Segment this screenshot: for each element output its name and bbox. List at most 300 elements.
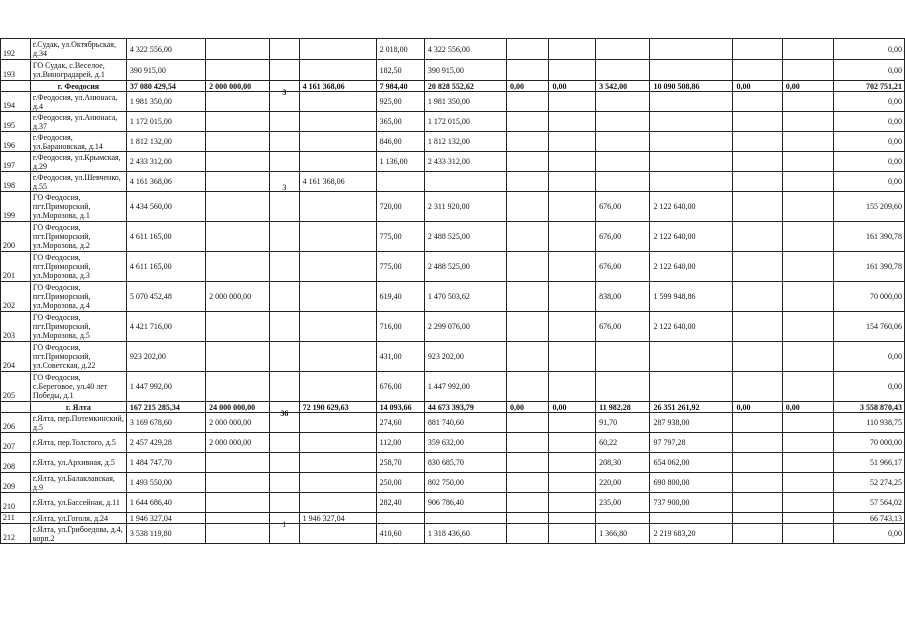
value-cell-c14 xyxy=(782,453,833,473)
value-cell-c15: 0,00 xyxy=(833,60,904,81)
value-cell-c8: 1 172 015,00 xyxy=(424,112,506,132)
value-cell-c9 xyxy=(507,39,549,60)
value-cell-c7: 365,00 xyxy=(376,112,424,132)
value-cell-c10 xyxy=(549,172,596,192)
value-cell-c13 xyxy=(733,312,782,342)
value-cell-c5 xyxy=(270,282,299,312)
value-cell-c7: 925,00 xyxy=(376,92,424,112)
value-cell-c9 xyxy=(507,413,549,433)
value-cell-c3: 4 434 560,00 xyxy=(126,192,205,222)
value-cell-c9 xyxy=(507,342,549,372)
row-number-cell: 206 xyxy=(1,413,31,433)
value-cell-c3: 4 421 716,00 xyxy=(126,312,205,342)
value-cell-c11 xyxy=(596,132,650,152)
value-cell-c10 xyxy=(549,513,596,524)
value-cell-c8: 2 299 076,00 xyxy=(424,312,506,342)
value-cell-c14 xyxy=(782,172,833,192)
count-value: 3 xyxy=(282,183,287,192)
value-cell-c9 xyxy=(507,152,549,172)
value-cell-c11 xyxy=(596,39,650,60)
value-cell-c3: 1 493 550,00 xyxy=(126,473,205,493)
value-cell-c10 xyxy=(549,60,596,81)
value-cell-c3: 3 169 678,60 xyxy=(126,413,205,433)
value-cell-c11: 11 982,28 xyxy=(596,402,650,413)
value-cell-c11: 838,00 xyxy=(596,282,650,312)
value-cell-c14 xyxy=(782,312,833,342)
row-number-cell: 192 xyxy=(1,39,31,60)
value-cell-c5 xyxy=(270,81,299,97)
table-row xyxy=(1,172,905,192)
value-cell-c15: 0,00 xyxy=(833,172,904,192)
value-cell-c6 xyxy=(299,152,376,172)
value-cell-c11: 60,22 xyxy=(596,433,650,453)
value-cell-c10 xyxy=(549,192,596,222)
value-cell-c6: 4 161 368,06 xyxy=(299,81,376,92)
value-cell-c15: 154 760,06 xyxy=(833,312,904,342)
value-cell-c15: 0,00 xyxy=(833,92,904,112)
value-cell-c15: 110 938,75 xyxy=(833,413,904,433)
value-cell-c12: 287 938,00 xyxy=(650,413,733,433)
value-cell-c6 xyxy=(299,473,376,493)
value-cell-c12 xyxy=(650,342,733,372)
value-cell-c15: 0,00 xyxy=(833,372,904,402)
value-cell-c3: 1 447 992,00 xyxy=(126,372,205,402)
value-cell-c4 xyxy=(206,192,270,222)
value-cell-c3: 4 611 165,00 xyxy=(126,252,205,282)
value-cell-c4 xyxy=(206,60,270,81)
value-cell-c7: 716,00 xyxy=(376,312,424,342)
value-cell-c10 xyxy=(549,132,596,152)
row-number-cell: 195 xyxy=(1,112,31,132)
value-cell-c12: 2 122 640,00 xyxy=(650,192,733,222)
value-cell-c4: 2 000 000,00 xyxy=(206,81,270,92)
value-cell-c12: 2 122 640,00 xyxy=(650,252,733,282)
value-cell-c11: 676,00 xyxy=(596,222,650,252)
address-cell: г.Ялта, ул.Гоголя, д.24 xyxy=(30,513,126,524)
value-cell-c3: 390 915,00 xyxy=(126,60,205,81)
value-cell-c6: 72 190 629,63 xyxy=(299,402,376,413)
value-cell-c4 xyxy=(206,473,270,493)
value-cell-c7: 431,00 xyxy=(376,342,424,372)
value-cell-c9: 0,00 xyxy=(507,81,549,92)
value-cell-c5 xyxy=(270,172,299,192)
value-cell-c14: 0,00 xyxy=(782,402,833,413)
value-cell-c3: 1 981 350,00 xyxy=(126,92,205,112)
value-cell-c4: 24 000 000,00 xyxy=(206,402,270,413)
address-cell: г.Ялта, ул.Архивная, д.5 xyxy=(30,453,126,473)
count-value: 3 xyxy=(282,87,287,97)
value-cell-c4 xyxy=(206,152,270,172)
value-cell-c12: 1 599 948,86 xyxy=(650,282,733,312)
value-cell-c10 xyxy=(549,473,596,493)
value-cell-c15: 0,00 xyxy=(833,524,904,544)
group-total-row xyxy=(1,402,905,413)
value-cell-c6: 4 161 368,06 xyxy=(299,172,376,192)
value-cell-c9 xyxy=(507,513,549,524)
value-cell-c11 xyxy=(596,112,650,132)
value-cell-c3: 4 161 368,06 xyxy=(126,172,205,192)
value-cell-c8: 1 447 992,00 xyxy=(424,372,506,402)
row-number-cell: 204 xyxy=(1,342,31,372)
value-cell-c3: 4 611 165,00 xyxy=(126,222,205,252)
value-cell-c8: 2 488 525,00 xyxy=(424,222,506,252)
value-cell-c4 xyxy=(206,372,270,402)
value-cell-c8 xyxy=(424,513,506,524)
value-cell-c5 xyxy=(270,192,299,222)
value-cell-c14 xyxy=(782,192,833,222)
table-row xyxy=(1,192,905,222)
row-number-cell: 207 xyxy=(1,433,31,453)
value-cell-c6 xyxy=(299,192,376,222)
value-cell-c10 xyxy=(549,433,596,453)
value-cell-c7: 775,00 xyxy=(376,252,424,282)
value-cell-c5 xyxy=(270,433,299,453)
value-cell-c14 xyxy=(782,222,833,252)
value-cell-c13 xyxy=(733,524,782,544)
address-cell: г.Феодосия, ул.Крымская, д.29 xyxy=(30,152,126,172)
value-cell-c5 xyxy=(270,252,299,282)
value-cell-c10: 0,00 xyxy=(549,81,596,92)
table-row xyxy=(1,524,905,544)
value-cell-c7: 182,50 xyxy=(376,60,424,81)
value-cell-c5 xyxy=(270,132,299,152)
row-number-cell: 209 xyxy=(1,473,31,493)
table-row xyxy=(1,92,905,112)
value-cell-c5 xyxy=(270,312,299,342)
value-cell-c15: 66 743,13 xyxy=(833,513,904,524)
value-cell-c12 xyxy=(650,112,733,132)
value-cell-c13 xyxy=(733,372,782,402)
value-cell-c3: 1 644 686,40 xyxy=(126,493,205,513)
row-number-cell: 194 xyxy=(1,92,31,112)
value-cell-c4: 2 000 000,00 xyxy=(206,413,270,433)
address-cell: г. Феодосия xyxy=(30,81,126,92)
address-cell: ГО Феодосия, пгт.Приморский, ул.Морозова, д.4 xyxy=(30,282,126,312)
value-cell-c4 xyxy=(206,513,270,524)
value-cell-c6 xyxy=(299,112,376,132)
value-cell-c9 xyxy=(507,372,549,402)
value-cell-c15: 0,00 xyxy=(833,39,904,60)
value-cell-c11: 676,00 xyxy=(596,192,650,222)
value-cell-c13 xyxy=(733,172,782,192)
value-cell-c15: 57 564,02 xyxy=(833,493,904,513)
value-cell-c12: 2 122 640,00 xyxy=(650,312,733,342)
value-cell-c7: 282,40 xyxy=(376,493,424,513)
value-cell-c5 xyxy=(270,473,299,493)
count-value: 1 xyxy=(282,519,287,529)
row-number-cell xyxy=(1,81,31,92)
value-cell-c8: 1 470 503,62 xyxy=(424,282,506,312)
table-row xyxy=(1,342,905,372)
value-cell-c12 xyxy=(650,60,733,81)
value-cell-c13 xyxy=(733,342,782,372)
value-cell-c8: 881 740,60 xyxy=(424,413,506,433)
value-cell-c10 xyxy=(549,92,596,112)
value-cell-c5 xyxy=(270,39,299,60)
address-cell: ГО Феодосия, пгт.Приморский, ул.Морозова, д.5 xyxy=(30,312,126,342)
value-cell-c5 xyxy=(270,453,299,473)
value-cell-c10 xyxy=(549,413,596,433)
value-cell-c4 xyxy=(206,172,270,192)
value-cell-c10 xyxy=(549,524,596,544)
value-cell-c3: 2 457 429,28 xyxy=(126,433,205,453)
value-cell-c9 xyxy=(507,493,549,513)
value-cell-c8: 906 786,40 xyxy=(424,493,506,513)
value-cell-c9 xyxy=(507,60,549,81)
budget-table xyxy=(0,38,905,544)
value-cell-c9 xyxy=(507,312,549,342)
value-cell-c9 xyxy=(507,524,549,544)
value-cell-c5 xyxy=(270,152,299,172)
value-cell-c15: 0,00 xyxy=(833,112,904,132)
address-cell: г.Ялта, ул.Балаклавская, д.9 xyxy=(30,473,126,493)
value-cell-c6 xyxy=(299,433,376,453)
value-cell-c15: 702 751,21 xyxy=(833,81,904,92)
value-cell-c10 xyxy=(549,152,596,172)
table-body xyxy=(1,39,905,544)
group-total-row xyxy=(1,81,905,92)
value-cell-c9 xyxy=(507,92,549,112)
value-cell-c11 xyxy=(596,172,650,192)
value-cell-c3: 5 070 452,48 xyxy=(126,282,205,312)
address-cell: ГО Феодосия, с.Береговое, ул.40 лет Победы, д.1 xyxy=(30,372,126,402)
value-cell-c10 xyxy=(549,112,596,132)
value-cell-c7: 676,00 xyxy=(376,372,424,402)
table-row xyxy=(1,433,905,453)
value-cell-c12: 737 900,00 xyxy=(650,493,733,513)
value-cell-c4 xyxy=(206,39,270,60)
value-cell-c10 xyxy=(549,342,596,372)
address-cell: г.Ялта, ул.Грибоедова, д.4, корп.2 xyxy=(30,524,126,544)
value-cell-c4 xyxy=(206,524,270,544)
row-number-cell: 200 xyxy=(1,222,31,252)
value-cell-c6 xyxy=(299,413,376,433)
value-cell-c12: 2 219 683,20 xyxy=(650,524,733,544)
value-cell-c14 xyxy=(782,372,833,402)
value-cell-c14 xyxy=(782,60,833,81)
value-cell-c4 xyxy=(206,312,270,342)
count-value: 36 xyxy=(280,408,289,418)
value-cell-c15: 161 390,78 xyxy=(833,222,904,252)
value-cell-c7: 112,00 xyxy=(376,433,424,453)
value-cell-c11 xyxy=(596,60,650,81)
value-cell-c6 xyxy=(299,342,376,372)
table-row xyxy=(1,222,905,252)
value-cell-c14 xyxy=(782,413,833,433)
address-cell: г.Ялта, пер.Потемкинский, д.5 xyxy=(30,413,126,433)
value-cell-c6 xyxy=(299,312,376,342)
value-cell-c8: 44 673 393,79 xyxy=(424,402,506,413)
address-cell: ГО Феодосия, пгт.Приморский, ул.Морозова, д.2 xyxy=(30,222,126,252)
value-cell-c11: 1 366,80 xyxy=(596,524,650,544)
value-cell-c7: 258,70 xyxy=(376,453,424,473)
row-number-cell: 199 xyxy=(1,192,31,222)
value-cell-c14 xyxy=(782,132,833,152)
address-cell: г.Судак, ул.Октябрьская, д.34 xyxy=(30,39,126,60)
value-cell-c10 xyxy=(549,39,596,60)
value-cell-c3: 1 484 747,70 xyxy=(126,453,205,473)
value-cell-c13 xyxy=(733,132,782,152)
value-cell-c14 xyxy=(782,92,833,112)
spreadsheet-page xyxy=(0,38,905,544)
value-cell-c4: 2 000 000,00 xyxy=(206,433,270,453)
value-cell-c6 xyxy=(299,282,376,312)
value-cell-c7: 619,40 xyxy=(376,282,424,312)
value-cell-c14 xyxy=(782,112,833,132)
value-cell-c10 xyxy=(549,493,596,513)
value-cell-c8: 4 322 556,00 xyxy=(424,39,506,60)
value-cell-c11: 220,00 xyxy=(596,473,650,493)
value-cell-c12: 690 800,00 xyxy=(650,473,733,493)
value-cell-c15: 155 209,60 xyxy=(833,192,904,222)
value-cell-c13 xyxy=(733,192,782,222)
value-cell-c15: 51 966,17 xyxy=(833,453,904,473)
value-cell-c13 xyxy=(733,222,782,252)
value-cell-c9 xyxy=(507,172,549,192)
table-row xyxy=(1,60,905,81)
value-cell-c11: 676,00 xyxy=(596,252,650,282)
value-cell-c15: 161 390,78 xyxy=(833,252,904,282)
table-row xyxy=(1,39,905,60)
value-cell-c3: 2 433 312,00 xyxy=(126,152,205,172)
value-cell-c5 xyxy=(270,493,299,513)
value-cell-c5 xyxy=(270,222,299,252)
value-cell-c9: 0,00 xyxy=(507,402,549,413)
value-cell-c6 xyxy=(299,92,376,112)
table-row xyxy=(1,282,905,312)
value-cell-c12 xyxy=(650,39,733,60)
value-cell-c12: 10 090 508,86 xyxy=(650,81,733,92)
value-cell-c12: 654 062,00 xyxy=(650,453,733,473)
value-cell-c5 xyxy=(270,372,299,402)
address-cell: г. Ялта xyxy=(30,402,126,413)
address-cell: г.Ялта, пер.Толстого, д.5 xyxy=(30,433,126,453)
value-cell-c6 xyxy=(299,60,376,81)
value-cell-c10 xyxy=(549,282,596,312)
value-cell-c13 xyxy=(733,413,782,433)
value-cell-c12 xyxy=(650,132,733,152)
value-cell-c6 xyxy=(299,493,376,513)
value-cell-c6 xyxy=(299,524,376,544)
value-cell-c13 xyxy=(733,252,782,282)
value-cell-c3: 923 202,00 xyxy=(126,342,205,372)
value-cell-c7: 250,00 xyxy=(376,473,424,493)
value-cell-c12: 2 122 640,00 xyxy=(650,222,733,252)
value-cell-c11: 235,00 xyxy=(596,493,650,513)
value-cell-c11 xyxy=(596,342,650,372)
row-number-cell: 212 xyxy=(1,524,31,544)
value-cell-c5 xyxy=(270,342,299,372)
value-cell-c12: 26 351 261,92 xyxy=(650,402,733,413)
value-cell-c9 xyxy=(507,473,549,493)
address-cell: г.Ялта, ул.Бассейная, д.11 xyxy=(30,493,126,513)
value-cell-c8: 1 981 350,00 xyxy=(424,92,506,112)
value-cell-c4 xyxy=(206,493,270,513)
value-cell-c13 xyxy=(733,433,782,453)
value-cell-c8: 1 318 436,60 xyxy=(424,524,506,544)
table-row xyxy=(1,372,905,402)
value-cell-c3: 167 215 285,34 xyxy=(126,402,205,413)
value-cell-c12 xyxy=(650,92,733,112)
address-cell: ГО Феодосия, пгт.Приморский, ул.Советская, д.22 xyxy=(30,342,126,372)
value-cell-c3: 1 812 132,00 xyxy=(126,132,205,152)
value-cell-c7: 846,00 xyxy=(376,132,424,152)
value-cell-c4 xyxy=(206,342,270,372)
value-cell-c5 xyxy=(270,112,299,132)
value-cell-c12: 97 797,28 xyxy=(650,433,733,453)
address-cell: ГО Феодосия, пгт.Приморский, ул.Морозова, д.1 xyxy=(30,192,126,222)
value-cell-c9 xyxy=(507,132,549,152)
value-cell-c6 xyxy=(299,39,376,60)
address-cell: г.Феодосия, ул.Шевченко, д.55 xyxy=(30,172,126,192)
address-cell: ГО Феодосия, пгт.Приморский, ул.Морозова, д.3 xyxy=(30,252,126,282)
value-cell-c7: 14 093,66 xyxy=(376,402,424,413)
value-cell-c10: 0,00 xyxy=(549,402,596,413)
value-cell-c9 xyxy=(507,112,549,132)
table-row xyxy=(1,493,905,513)
row-number-cell xyxy=(1,402,31,413)
value-cell-c8: 1 812 132,00 xyxy=(424,132,506,152)
value-cell-c14 xyxy=(782,252,833,282)
table-row xyxy=(1,252,905,282)
value-cell-c3: 1 946 327,04 xyxy=(126,513,205,524)
value-cell-c13 xyxy=(733,152,782,172)
value-cell-c9 xyxy=(507,282,549,312)
value-cell-c13: 0,00 xyxy=(733,402,782,413)
value-cell-c13 xyxy=(733,112,782,132)
value-cell-c11 xyxy=(596,372,650,402)
table-row xyxy=(1,413,905,433)
value-cell-c7 xyxy=(376,172,424,192)
value-cell-c7: 2 018,00 xyxy=(376,39,424,60)
value-cell-c4: 2 000 000,00 xyxy=(206,282,270,312)
row-number-cell: 208 xyxy=(1,453,31,473)
value-cell-c6 xyxy=(299,372,376,402)
value-cell-c8: 20 828 552,62 xyxy=(424,81,506,92)
row-number-cell: 201 xyxy=(1,252,31,282)
row-number-cell: 198 xyxy=(1,172,31,192)
value-cell-c11 xyxy=(596,92,650,112)
value-cell-c8: 2 433 312,00 xyxy=(424,152,506,172)
value-cell-c13 xyxy=(733,513,782,524)
value-cell-c13 xyxy=(733,92,782,112)
value-cell-c11 xyxy=(596,152,650,172)
row-number-cell: 196 xyxy=(1,132,31,152)
value-cell-c7 xyxy=(376,513,424,524)
value-cell-c11 xyxy=(596,513,650,524)
value-cell-c15: 52 274,25 xyxy=(833,473,904,493)
value-cell-c8: 923 202,00 xyxy=(424,342,506,372)
value-cell-c14 xyxy=(782,473,833,493)
value-cell-c15: 70 000,00 xyxy=(833,282,904,312)
row-number-cell: 203 xyxy=(1,312,31,342)
value-cell-c12 xyxy=(650,172,733,192)
value-cell-c9 xyxy=(507,252,549,282)
value-cell-c4 xyxy=(206,112,270,132)
value-cell-c3: 4 322 556,00 xyxy=(126,39,205,60)
value-cell-c12 xyxy=(650,372,733,402)
table-row xyxy=(1,312,905,342)
value-cell-c11: 3 542,00 xyxy=(596,81,650,92)
value-cell-c5 xyxy=(270,513,299,529)
value-cell-c8: 2 311 920,00 xyxy=(424,192,506,222)
table-row xyxy=(1,112,905,132)
value-cell-c14 xyxy=(782,342,833,372)
value-cell-c12 xyxy=(650,152,733,172)
row-number-cell: 193 xyxy=(1,60,31,81)
value-cell-c13 xyxy=(733,453,782,473)
value-cell-c3: 3 538 119,80 xyxy=(126,524,205,544)
